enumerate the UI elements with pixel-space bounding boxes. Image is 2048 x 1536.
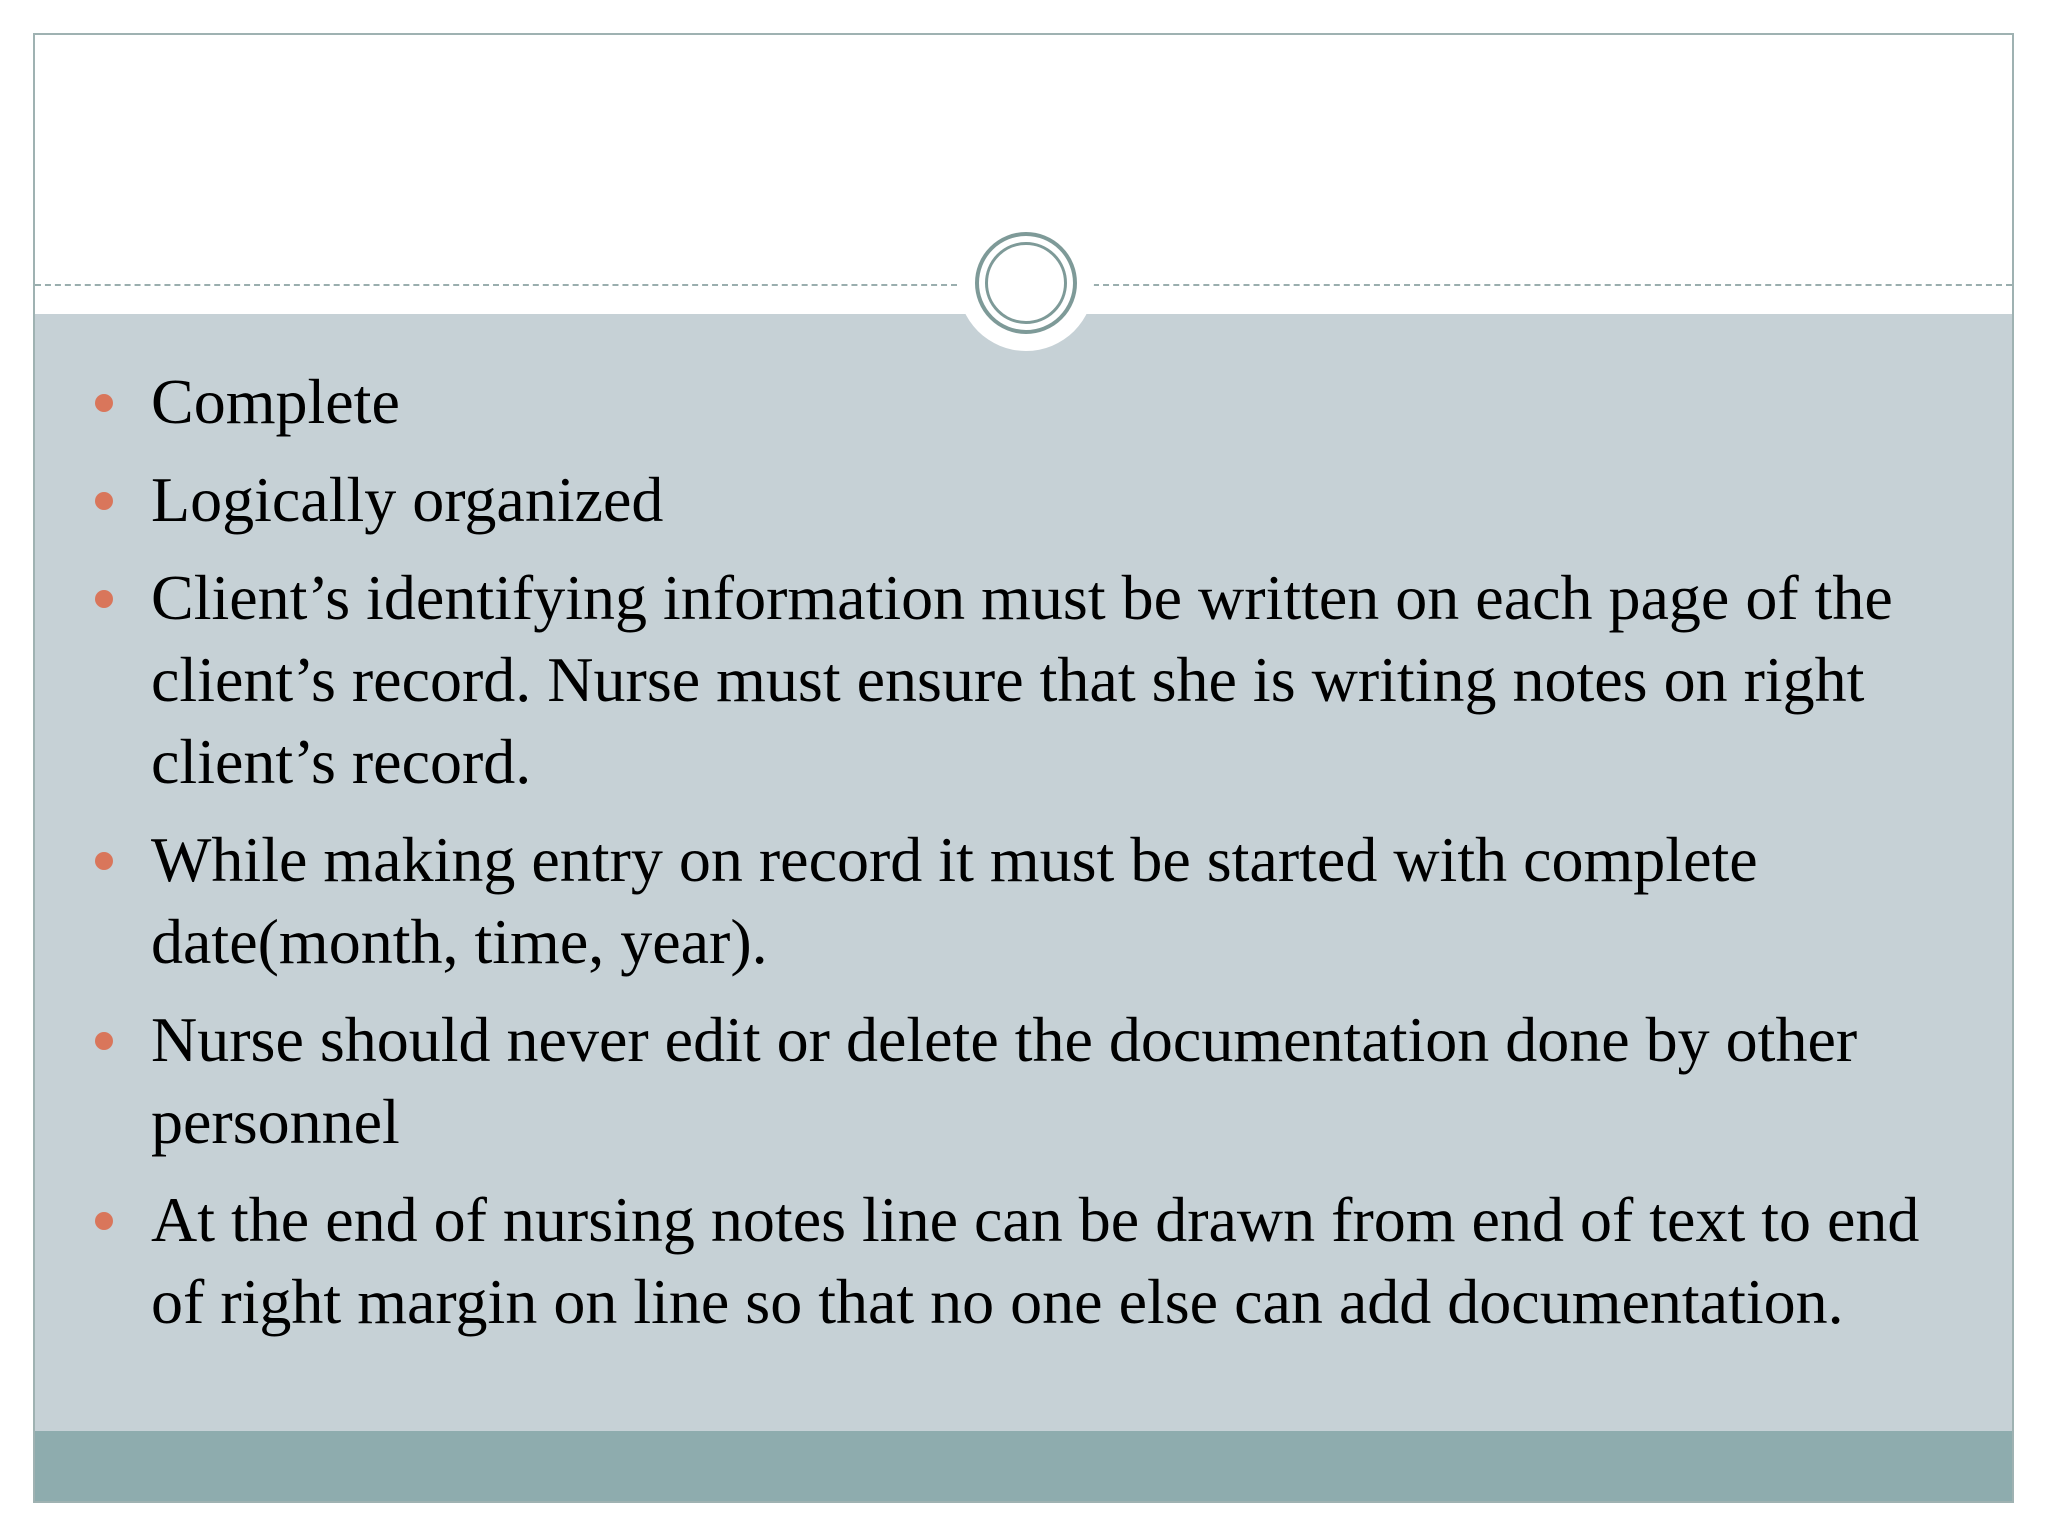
bullet-item-organized — [35, 459, 2012, 541]
bullet-dot-icon — [95, 852, 113, 870]
footer-band — [35, 1431, 2012, 1503]
bullet-text: While making entry on record it must be started with complete date(month, time, year). — [151, 824, 1758, 977]
bullet-item-no-edit — [35, 999, 2012, 1163]
bullet-dot-icon — [95, 590, 113, 608]
bullet-item-identifying-info — [35, 557, 2012, 803]
bullet-dot-icon — [95, 1032, 113, 1050]
bullet-item-complete — [35, 361, 2012, 443]
bullet-item-end-line — [35, 1179, 2012, 1343]
circle-emblem-inner-icon — [985, 242, 1067, 324]
slide — [33, 33, 2014, 1503]
bullet-text: Nurse should never edit or delete the documentation done by other personnel — [151, 1004, 1858, 1157]
bullet-text: At the end of nursing notes line can be drawn from end of text to end of right margin on line so that no one else can add documentation. — [151, 1184, 1920, 1337]
bullet-text: Logically organized — [151, 464, 664, 535]
title-divider-right — [1093, 284, 2012, 286]
bullet-dot-icon — [95, 1212, 113, 1230]
bullet-dot-icon — [95, 492, 113, 510]
bullet-dot-icon — [95, 394, 113, 412]
bullet-text: Client’s identifying information must be written on each page of the client’s record. Nurse must ensure that she is writing notes on right client’s record. — [151, 562, 1893, 797]
bullet-item-entry-date — [35, 819, 2012, 983]
title-divider-left — [35, 284, 957, 286]
bullet-text: Complete — [151, 366, 400, 437]
bullet-list — [35, 361, 2012, 1359]
